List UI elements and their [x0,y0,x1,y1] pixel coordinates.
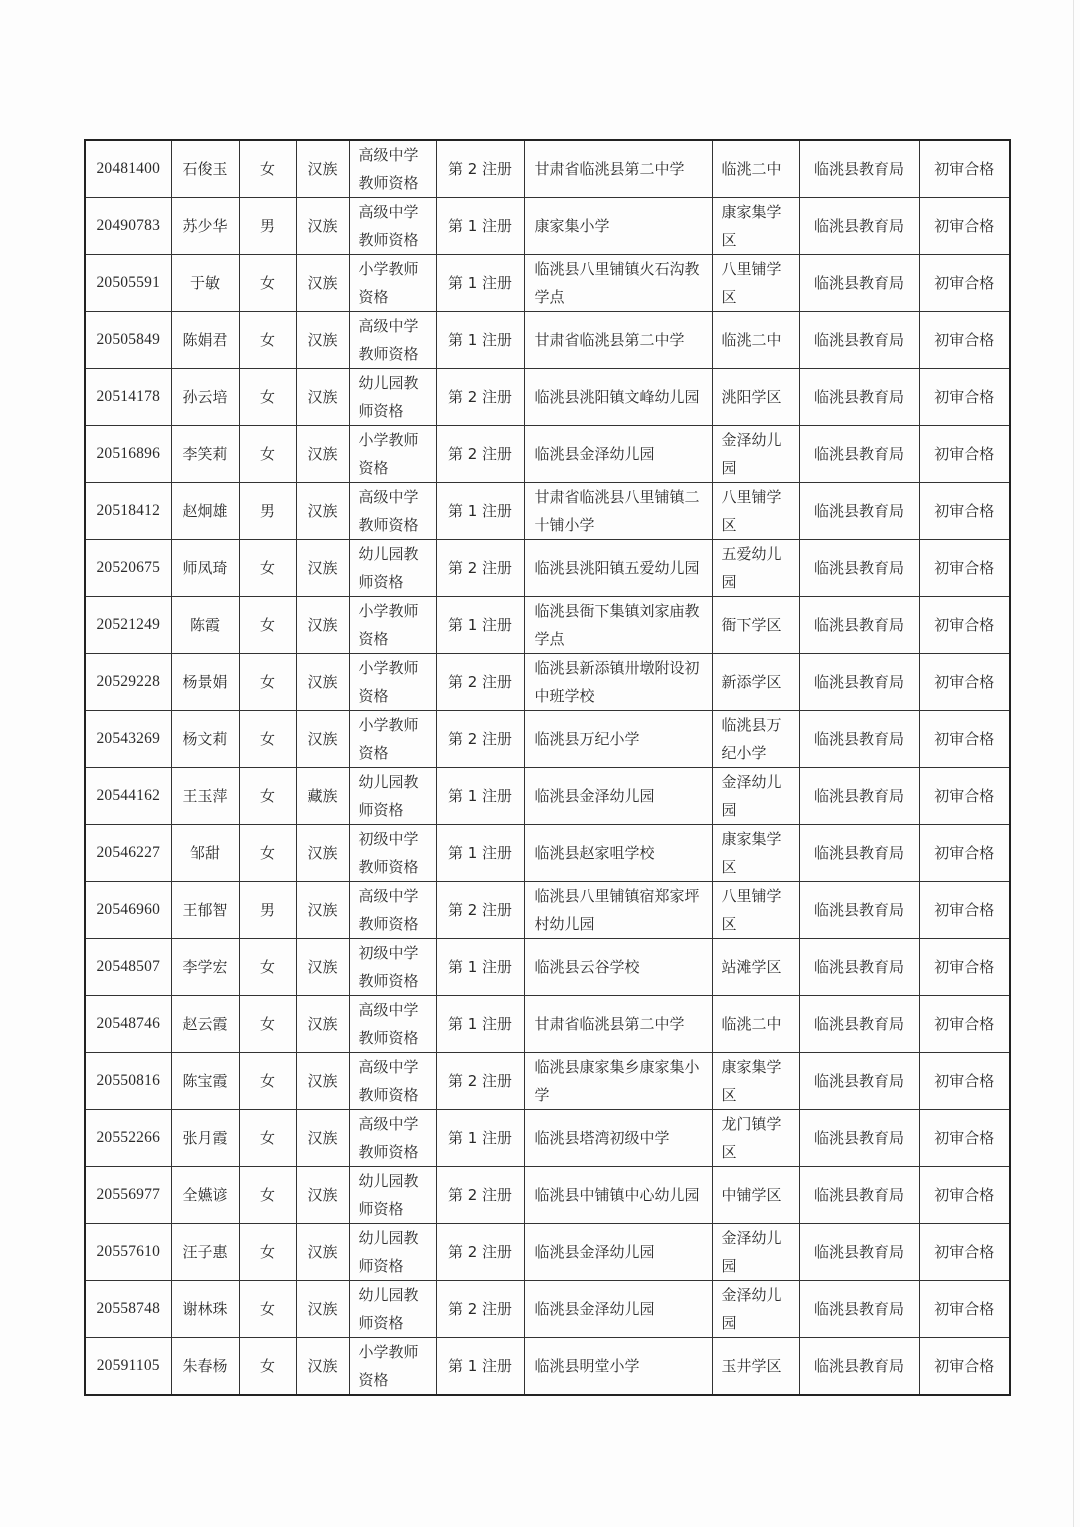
name-cell: 苏少华 [171,198,239,255]
school-cell: 临洮县新添镇卅墩附设初中班学校 [524,654,712,711]
result-cell: 初审合格 [919,140,1010,198]
qualification-cell: 高级中学教师资格 [349,1053,436,1110]
gender-cell: 女 [239,654,296,711]
registration-number-cell: 20558748 [85,1281,171,1338]
name-cell: 杨文莉 [171,711,239,768]
authority-cell: 临洮县教育局 [799,1338,919,1396]
gender-cell: 女 [239,768,296,825]
name-cell: 汪子惠 [171,1224,239,1281]
ethnicity-cell: 汉族 [296,1110,349,1167]
name-cell: 谢林珠 [171,1281,239,1338]
school-cell: 临洮县云谷学校 [524,939,712,996]
qualification-cell: 幼儿园教师资格 [349,1167,436,1224]
table-row [85,198,1010,255]
registration-type-cell: 第 2 注册 [436,1224,524,1281]
school-cell: 临洮县金泽幼儿园 [524,426,712,483]
table-row [85,312,1010,369]
name-cell: 于敏 [171,255,239,312]
ethnicity-cell: 汉族 [296,939,349,996]
result-cell: 初审合格 [919,540,1010,597]
ethnicity-cell: 汉族 [296,1224,349,1281]
location-cell: 龙门镇学区 [712,1110,799,1167]
school-cell: 临洮县洮阳镇五爱幼儿园 [524,540,712,597]
name-cell: 赵炯雄 [171,483,239,540]
location-cell: 八里铺学区 [712,483,799,540]
gender-cell: 女 [239,1110,296,1167]
school-cell: 临洮县赵家咀学校 [524,825,712,882]
name-cell: 陈宝霞 [171,1053,239,1110]
table-row [85,939,1010,996]
gender-cell: 女 [239,711,296,768]
registration-type-cell: 第 1 注册 [436,597,524,654]
table-row [85,711,1010,768]
qualification-cell: 幼儿园教师资格 [349,768,436,825]
gender-cell: 女 [239,312,296,369]
gender-cell: 女 [239,996,296,1053]
qualification-cell: 高级中学教师资格 [349,996,436,1053]
registration-type-cell: 第 1 注册 [436,255,524,312]
name-cell: 陈霞 [171,597,239,654]
school-cell: 临洮县八里铺镇火石沟教学点 [524,255,712,312]
school-cell: 临洮县康家集乡康家集小学 [524,1053,712,1110]
result-cell: 初审合格 [919,255,1010,312]
registration-type-cell: 第 1 注册 [436,198,524,255]
name-cell: 李学宏 [171,939,239,996]
school-cell: 临洮县塔湾初级中学 [524,1110,712,1167]
result-cell: 初审合格 [919,1110,1010,1167]
authority-cell: 临洮县教育局 [799,1110,919,1167]
ethnicity-cell: 汉族 [296,711,349,768]
table-row [85,540,1010,597]
registration-number-cell: 20548746 [85,996,171,1053]
school-cell: 临洮县衙下集镇刘家庙教学点 [524,597,712,654]
authority-cell: 临洮县教育局 [799,198,919,255]
authority-cell: 临洮县教育局 [799,483,919,540]
registration-type-cell: 第 2 注册 [436,1167,524,1224]
school-cell: 甘肃省临洮县第二中学 [524,140,712,198]
registration-number-cell: 20591105 [85,1338,171,1396]
result-cell: 初审合格 [919,882,1010,939]
qualification-cell: 高级中学教师资格 [349,483,436,540]
table-row [85,996,1010,1053]
qualification-cell: 幼儿园教师资格 [349,1224,436,1281]
authority-cell: 临洮县教育局 [799,711,919,768]
registration-number-cell: 20546960 [85,882,171,939]
result-cell: 初审合格 [919,825,1010,882]
ethnicity-cell: 汉族 [296,1281,349,1338]
name-cell: 王玉萍 [171,768,239,825]
registration-type-cell: 第 2 注册 [436,140,524,198]
name-cell: 邹甜 [171,825,239,882]
authority-cell: 临洮县教育局 [799,140,919,198]
result-cell: 初审合格 [919,1224,1010,1281]
table-row [85,369,1010,426]
ethnicity-cell: 汉族 [296,198,349,255]
gender-cell: 女 [239,939,296,996]
gender-cell: 男 [239,198,296,255]
table-row [85,1053,1010,1110]
authority-cell: 临洮县教育局 [799,654,919,711]
qualification-cell: 小学教师资格 [349,597,436,654]
registration-number-cell: 20543269 [85,711,171,768]
qualification-cell: 高级中学教师资格 [349,882,436,939]
table-row [85,1338,1010,1396]
gender-cell: 女 [239,597,296,654]
authority-cell: 临洮县教育局 [799,996,919,1053]
registration-type-cell: 第 2 注册 [436,1053,524,1110]
registration-type-cell: 第 1 注册 [436,1110,524,1167]
location-cell: 金泽幼儿园 [712,426,799,483]
ethnicity-cell: 汉族 [296,1053,349,1110]
qualification-cell: 高级中学教师资格 [349,1110,436,1167]
qualification-cell: 小学教师资格 [349,711,436,768]
registration-number-cell: 20490783 [85,198,171,255]
result-cell: 初审合格 [919,1281,1010,1338]
table-row [85,140,1010,198]
ethnicity-cell: 汉族 [296,426,349,483]
location-cell: 八里铺学区 [712,255,799,312]
ethnicity-cell: 汉族 [296,540,349,597]
ethnicity-cell: 汉族 [296,825,349,882]
authority-cell: 临洮县教育局 [799,768,919,825]
gender-cell: 女 [239,1167,296,1224]
table-row [85,1224,1010,1281]
name-cell: 李笑莉 [171,426,239,483]
registration-number-cell: 20544162 [85,768,171,825]
location-cell: 临洮二中 [712,140,799,198]
registration-number-cell: 20550816 [85,1053,171,1110]
qualification-cell: 小学教师资格 [349,255,436,312]
authority-cell: 临洮县教育局 [799,1167,919,1224]
teacher-registration-table [84,139,1011,1396]
registration-type-cell: 第 2 注册 [436,654,524,711]
gender-cell: 女 [239,825,296,882]
authority-cell: 临洮县教育局 [799,312,919,369]
registration-type-cell: 第 1 注册 [436,1338,524,1396]
school-cell: 甘肃省临洮县第二中学 [524,312,712,369]
location-cell: 康家集学区 [712,198,799,255]
ethnicity-cell: 汉族 [296,255,349,312]
gender-cell: 女 [239,1281,296,1338]
registration-number-cell: 20552266 [85,1110,171,1167]
registration-number-cell: 20481400 [85,140,171,198]
authority-cell: 临洮县教育局 [799,939,919,996]
result-cell: 初审合格 [919,996,1010,1053]
registration-type-cell: 第 1 注册 [436,825,524,882]
registration-number-cell: 20505591 [85,255,171,312]
location-cell: 临洮县万纪小学 [712,711,799,768]
location-cell: 金泽幼儿园 [712,1224,799,1281]
ethnicity-cell: 汉族 [296,369,349,426]
registration-type-cell: 第 1 注册 [436,996,524,1053]
registration-type-cell: 第 1 注册 [436,939,524,996]
qualification-cell: 高级中学教师资格 [349,198,436,255]
table-row [85,654,1010,711]
qualification-cell: 高级中学教师资格 [349,312,436,369]
name-cell: 师凤琦 [171,540,239,597]
location-cell: 临洮二中 [712,312,799,369]
name-cell: 张月霞 [171,1110,239,1167]
location-cell: 衙下学区 [712,597,799,654]
registration-number-cell: 20516896 [85,426,171,483]
name-cell: 全嬿谚 [171,1167,239,1224]
location-cell: 康家集学区 [712,825,799,882]
table-row [85,1110,1010,1167]
school-cell: 临洮县金泽幼儿园 [524,1281,712,1338]
table-body [85,140,1010,1395]
gender-cell: 女 [239,140,296,198]
result-cell: 初审合格 [919,1338,1010,1396]
location-cell: 洮阳学区 [712,369,799,426]
qualification-cell: 幼儿园教师资格 [349,369,436,426]
registration-number-cell: 20518412 [85,483,171,540]
location-cell: 临洮二中 [712,996,799,1053]
gender-cell: 女 [239,1053,296,1110]
authority-cell: 临洮县教育局 [799,825,919,882]
registration-type-cell: 第 2 注册 [436,369,524,426]
result-cell: 初审合格 [919,711,1010,768]
result-cell: 初审合格 [919,768,1010,825]
name-cell: 赵云霞 [171,996,239,1053]
result-cell: 初审合格 [919,939,1010,996]
authority-cell: 临洮县教育局 [799,369,919,426]
name-cell: 朱春杨 [171,1338,239,1396]
table-row [85,426,1010,483]
qualification-cell: 初级中学教师资格 [349,825,436,882]
school-cell: 甘肃省临洮县八里铺镇二十铺小学 [524,483,712,540]
ethnicity-cell: 汉族 [296,597,349,654]
registration-type-cell: 第 1 注册 [436,768,524,825]
ethnicity-cell: 汉族 [296,140,349,198]
table-row [85,768,1010,825]
result-cell: 初审合格 [919,654,1010,711]
gender-cell: 女 [239,1338,296,1396]
gender-cell: 女 [239,255,296,312]
name-cell: 陈娟君 [171,312,239,369]
result-cell: 初审合格 [919,426,1010,483]
qualification-cell: 小学教师资格 [349,1338,436,1396]
ethnicity-cell: 汉族 [296,483,349,540]
school-cell: 临洮县万纪小学 [524,711,712,768]
qualification-cell: 高级中学教师资格 [349,140,436,198]
gender-cell: 男 [239,483,296,540]
gender-cell: 女 [239,1224,296,1281]
authority-cell: 临洮县教育局 [799,540,919,597]
authority-cell: 临洮县教育局 [799,1224,919,1281]
table-row [85,1167,1010,1224]
name-cell: 石俊玉 [171,140,239,198]
school-cell: 临洮县金泽幼儿园 [524,1224,712,1281]
qualification-cell: 幼儿园教师资格 [349,1281,436,1338]
authority-cell: 临洮县教育局 [799,597,919,654]
result-cell: 初审合格 [919,312,1010,369]
name-cell: 王郁智 [171,882,239,939]
authority-cell: 临洮县教育局 [799,426,919,483]
registration-number-cell: 20548507 [85,939,171,996]
authority-cell: 临洮县教育局 [799,1281,919,1338]
location-cell: 中铺学区 [712,1167,799,1224]
gender-cell: 女 [239,540,296,597]
ethnicity-cell: 藏族 [296,768,349,825]
qualification-cell: 初级中学教师资格 [349,939,436,996]
table-row [85,255,1010,312]
name-cell: 孙云培 [171,369,239,426]
name-cell: 杨景娟 [171,654,239,711]
registration-number-cell: 20505849 [85,312,171,369]
school-cell: 甘肃省临洮县第二中学 [524,996,712,1053]
table-row [85,597,1010,654]
ethnicity-cell: 汉族 [296,1167,349,1224]
registration-number-cell: 20556977 [85,1167,171,1224]
result-cell: 初审合格 [919,198,1010,255]
result-cell: 初审合格 [919,597,1010,654]
school-cell: 临洮县中铺镇中心幼儿园 [524,1167,712,1224]
gender-cell: 男 [239,882,296,939]
authority-cell: 临洮县教育局 [799,882,919,939]
school-cell: 临洮县明堂小学 [524,1338,712,1396]
registration-number-cell: 20529228 [85,654,171,711]
school-cell: 临洮县金泽幼儿园 [524,768,712,825]
result-cell: 初审合格 [919,369,1010,426]
registration-type-cell: 第 1 注册 [436,312,524,369]
registration-type-cell: 第 2 注册 [436,1281,524,1338]
qualification-cell: 小学教师资格 [349,426,436,483]
registration-type-cell: 第 2 注册 [436,882,524,939]
registration-number-cell: 20514178 [85,369,171,426]
ethnicity-cell: 汉族 [296,996,349,1053]
ethnicity-cell: 汉族 [296,654,349,711]
qualification-cell: 幼儿园教师资格 [349,540,436,597]
school-cell: 临洮县八里铺镇宿郑家坪村幼儿园 [524,882,712,939]
registration-number-cell: 20557610 [85,1224,171,1281]
result-cell: 初审合格 [919,1167,1010,1224]
table-row [85,882,1010,939]
location-cell: 康家集学区 [712,1053,799,1110]
location-cell: 八里铺学区 [712,882,799,939]
table-row [85,825,1010,882]
ethnicity-cell: 汉族 [296,882,349,939]
gender-cell: 女 [239,369,296,426]
qualification-cell: 小学教师资格 [349,654,436,711]
ethnicity-cell: 汉族 [296,1338,349,1396]
registration-type-cell: 第 2 注册 [436,426,524,483]
registration-type-cell: 第 2 注册 [436,711,524,768]
location-cell: 玉井学区 [712,1338,799,1396]
table-row [85,1281,1010,1338]
authority-cell: 临洮县教育局 [799,1053,919,1110]
registration-number-cell: 20520675 [85,540,171,597]
registration-type-cell: 第 1 注册 [436,483,524,540]
school-cell: 临洮县洮阳镇文峰幼儿园 [524,369,712,426]
location-cell: 金泽幼儿园 [712,768,799,825]
authority-cell: 临洮县教育局 [799,255,919,312]
scan-edge-line [1073,0,1074,1527]
school-cell: 康家集小学 [524,198,712,255]
location-cell: 新添学区 [712,654,799,711]
registration-number-cell: 20521249 [85,597,171,654]
result-cell: 初审合格 [919,483,1010,540]
location-cell: 五爱幼儿园 [712,540,799,597]
registration-type-cell: 第 2 注册 [436,540,524,597]
location-cell: 站滩学区 [712,939,799,996]
registration-number-cell: 20546227 [85,825,171,882]
table-row [85,483,1010,540]
gender-cell: 女 [239,426,296,483]
ethnicity-cell: 汉族 [296,312,349,369]
result-cell: 初审合格 [919,1053,1010,1110]
location-cell: 金泽幼儿园 [712,1281,799,1338]
